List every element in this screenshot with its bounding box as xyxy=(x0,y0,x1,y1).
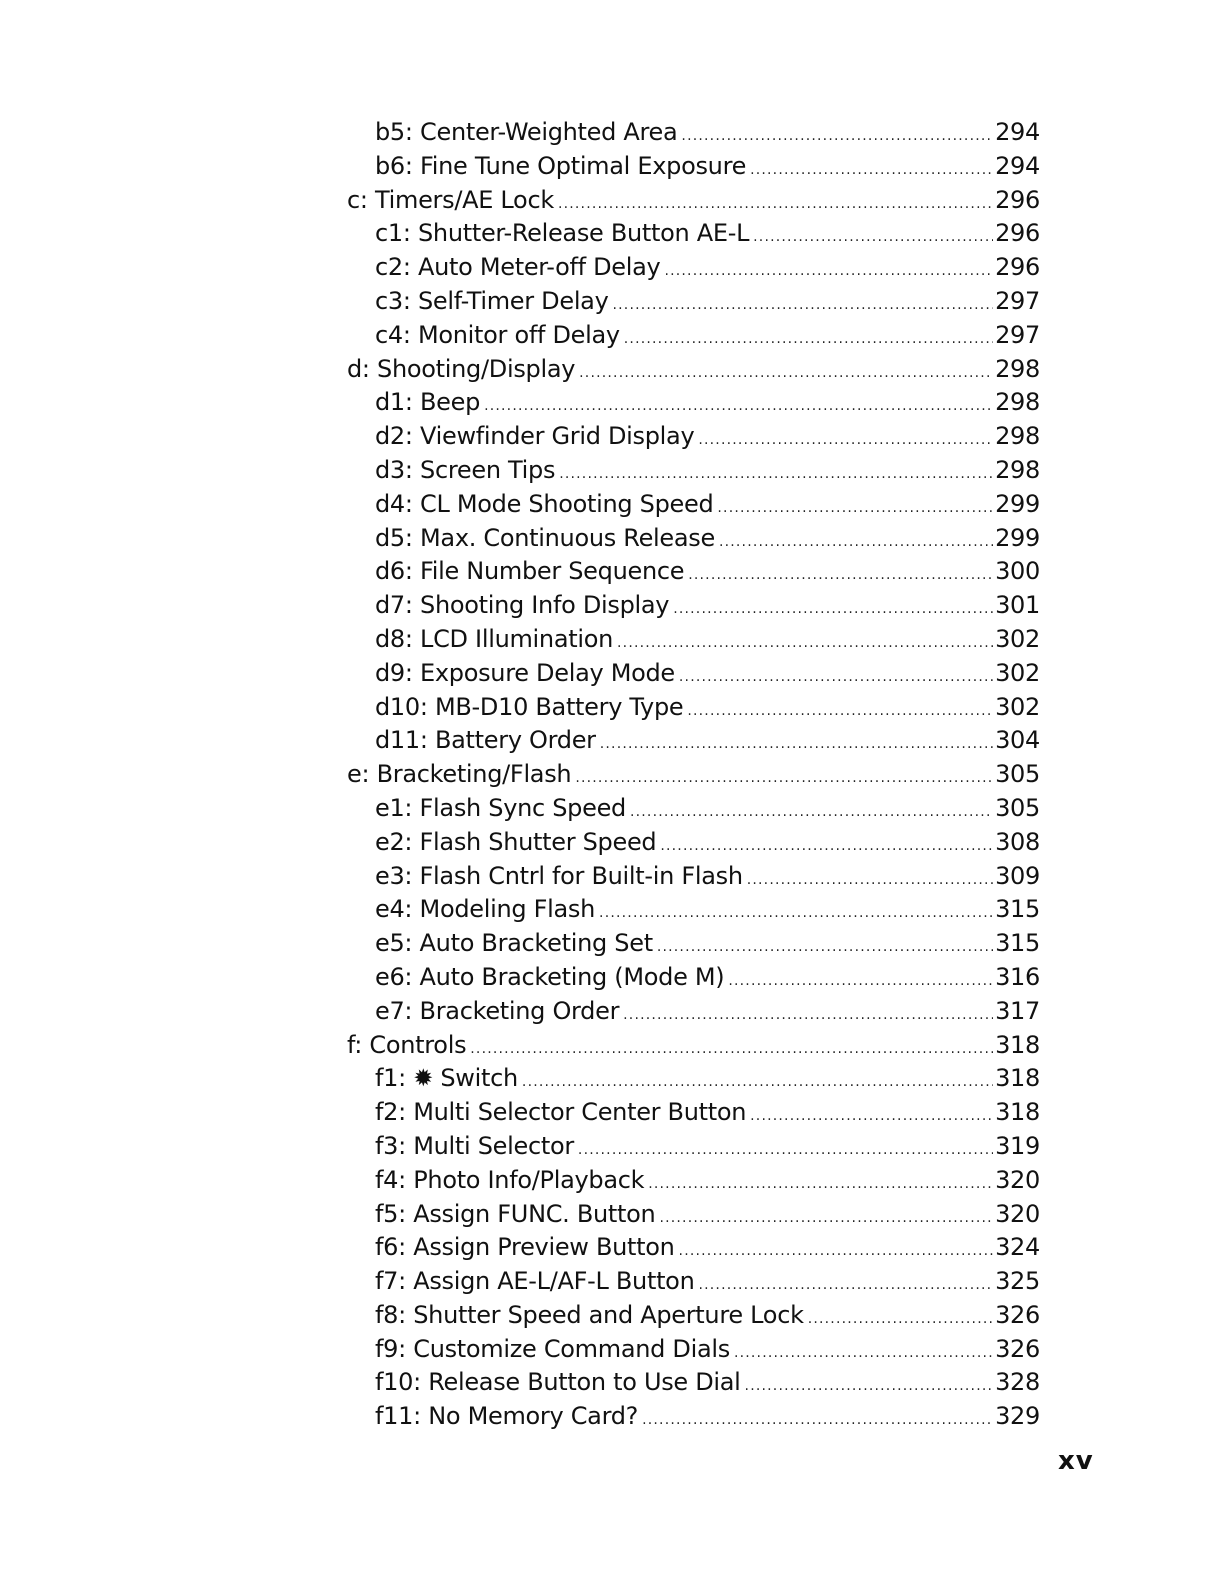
toc-entry-page: 296 xyxy=(995,253,1040,282)
toc-entry-page: 315 xyxy=(995,895,1040,924)
toc-entry[interactable] xyxy=(347,285,1040,319)
toc-entry-page: 318 xyxy=(995,1064,1040,1093)
toc-entry-title: f9: Customize Command Dials xyxy=(375,1334,730,1363)
toc-entry[interactable] xyxy=(347,555,1040,589)
toc-entry-page: 294 xyxy=(995,118,1040,146)
dot-leader xyxy=(600,728,993,762)
toc-entry-title: f7: Assign AE-L/AF-L Button xyxy=(375,1267,695,1296)
dot-leader xyxy=(679,1235,994,1269)
toc-entry-page: 294 xyxy=(995,151,1040,180)
dot-leader xyxy=(558,188,993,222)
dot-leader xyxy=(578,1134,993,1168)
toc-entry-title: e7: Bracketing Order xyxy=(375,996,620,1025)
toc-entry-page: 328 xyxy=(995,1368,1040,1397)
toc-entry-title: f1: ✹ Switch xyxy=(375,1064,518,1093)
toc-section-entry[interactable] xyxy=(347,758,1040,792)
dot-leader xyxy=(617,627,993,661)
toc-entry-title: c2: Auto Meter-off Delay xyxy=(375,253,661,282)
toc-entry-title: f11: No Memory Card? xyxy=(375,1402,639,1431)
toc-entry-page: 326 xyxy=(995,1300,1040,1329)
toc-entry-title: e2: Flash Shutter Speed xyxy=(375,827,657,856)
toc-entry[interactable] xyxy=(347,1299,1040,1333)
toc-entry-page: 300 xyxy=(995,557,1040,586)
toc-entry[interactable] xyxy=(347,724,1040,758)
toc-entry-title: b5: Center-Weighted Area xyxy=(375,118,678,146)
dot-leader xyxy=(688,559,993,593)
toc-entry[interactable] xyxy=(347,1400,1040,1434)
toc-entry-page: 319 xyxy=(995,1131,1040,1160)
toc-entry-page: 315 xyxy=(995,929,1040,958)
toc-entry[interactable] xyxy=(347,522,1040,556)
dot-leader xyxy=(579,357,993,391)
toc-entry-title: e5: Auto Bracketing Set xyxy=(375,929,653,958)
toc-entry-page: 299 xyxy=(995,523,1040,552)
toc-entry[interactable] xyxy=(347,623,1040,657)
toc-entry-page: 305 xyxy=(995,760,1040,789)
toc-entry-title: e3: Flash Cntrl for Built-in Flash xyxy=(375,861,743,890)
toc-entry-page: 296 xyxy=(995,219,1040,248)
toc-entry[interactable] xyxy=(347,893,1040,927)
toc-entry[interactable] xyxy=(347,217,1040,251)
dot-leader xyxy=(599,897,993,931)
dot-leader xyxy=(747,864,993,898)
toc-entry-title: e1: Flash Sync Speed xyxy=(375,793,626,822)
toc-entry-title: d3: Screen Tips xyxy=(375,455,556,484)
toc-entry[interactable] xyxy=(347,386,1040,420)
toc-entry-page: 298 xyxy=(995,354,1040,383)
toc-entry-title: f6: Assign Preview Button xyxy=(375,1233,675,1262)
dot-leader xyxy=(750,1100,993,1134)
toc-entry[interactable] xyxy=(347,826,1040,860)
dot-leader xyxy=(623,999,993,1033)
toc-entry-title: c3: Self-Timer Delay xyxy=(375,286,609,315)
toc-entry-page: 318 xyxy=(995,1030,1040,1059)
dot-leader xyxy=(673,593,993,627)
toc-entry-title: f8: Shutter Speed and Aperture Lock xyxy=(375,1300,804,1329)
dot-leader xyxy=(660,830,993,864)
toc-entry-page: 304 xyxy=(995,726,1040,755)
toc-entry[interactable] xyxy=(347,1062,1040,1096)
toc-entry-page: 317 xyxy=(995,996,1040,1025)
toc-entry-page: 320 xyxy=(995,1165,1040,1194)
toc-section-entry[interactable] xyxy=(347,184,1040,218)
toc-entry[interactable] xyxy=(347,1130,1040,1164)
toc-entry[interactable] xyxy=(347,1366,1040,1400)
dot-leader xyxy=(624,323,993,357)
dot-leader xyxy=(734,1337,993,1371)
toc-entry-page: 299 xyxy=(995,489,1040,518)
toc-entry-page: 326 xyxy=(995,1334,1040,1363)
toc-entry-title: f3: Multi Selector xyxy=(375,1131,574,1160)
toc-entry[interactable] xyxy=(347,927,1040,961)
dot-leader xyxy=(717,492,993,526)
toc-entry-title: e4: Modeling Flash xyxy=(375,895,596,924)
toc-entry[interactable] xyxy=(347,792,1040,826)
dot-leader xyxy=(613,289,994,323)
toc-entry[interactable] xyxy=(347,961,1040,995)
toc-entry[interactable] xyxy=(347,691,1040,725)
toc-entry-title: d6: File Number Sequence xyxy=(375,557,685,586)
dot-leader xyxy=(484,390,993,424)
toc-entry[interactable] xyxy=(347,150,1040,184)
toc-entry-title: d11: Battery Order xyxy=(375,726,596,755)
toc-entry[interactable] xyxy=(347,1198,1040,1232)
dot-leader xyxy=(642,1404,993,1438)
toc-entry-title: b6: Fine Tune Optimal Exposure xyxy=(375,151,747,180)
toc-entry-page: 320 xyxy=(995,1199,1040,1228)
toc-section-entry[interactable] xyxy=(347,353,1040,387)
toc-entry[interactable] xyxy=(347,1164,1040,1198)
toc-entry[interactable] xyxy=(347,319,1040,353)
dot-leader xyxy=(745,1370,994,1404)
dot-leader xyxy=(753,221,993,255)
dot-leader xyxy=(808,1303,993,1337)
toc-entry[interactable] xyxy=(347,251,1040,285)
toc-entry-title: f10: Release Button to Use Dial xyxy=(375,1368,741,1397)
toc-entry[interactable] xyxy=(347,420,1040,454)
toc-entry[interactable] xyxy=(347,589,1040,623)
table-of-contents xyxy=(347,116,1040,1434)
dot-leader xyxy=(698,424,993,458)
toc-entry-title: f: Controls xyxy=(347,1030,467,1059)
toc-entry-page: 324 xyxy=(995,1233,1040,1262)
toc-entry-page: 309 xyxy=(995,861,1040,890)
toc-entry-page: 298 xyxy=(995,455,1040,484)
toc-entry-title: e6: Auto Bracketing (Mode M) xyxy=(375,962,725,991)
toc-entry-page: 302 xyxy=(995,692,1040,721)
toc-entry-title: d8: LCD Illumination xyxy=(375,624,614,653)
toc-entry-title: d7: Shooting Info Display xyxy=(375,591,670,620)
toc-entry-page: 301 xyxy=(995,591,1040,620)
toc-entry[interactable] xyxy=(347,1333,1040,1367)
toc-entry-title: d4: CL Mode Shooting Speed xyxy=(375,489,714,518)
toc-entry-title: d9: Exposure Delay Mode xyxy=(375,658,675,687)
dot-leader xyxy=(522,1066,993,1100)
dot-leader xyxy=(657,931,993,965)
dot-leader xyxy=(679,661,993,695)
dot-leader xyxy=(681,120,993,154)
toc-entry-page: 302 xyxy=(995,658,1040,687)
dot-leader xyxy=(659,1202,993,1236)
toc-section-entry[interactable] xyxy=(347,1029,1040,1063)
toc-entry-title: d1: Beep xyxy=(375,388,481,417)
toc-entry-page: 297 xyxy=(995,286,1040,315)
toc-entry-title: c1: Shutter-Release Button AE-L xyxy=(375,219,750,248)
toc-entry-page: 305 xyxy=(995,793,1040,822)
toc-entry-page: 325 xyxy=(995,1267,1040,1296)
toc-entry[interactable] xyxy=(347,657,1040,691)
toc-entry-title: d: Shooting/Display xyxy=(347,354,576,383)
toc-entry-page: 318 xyxy=(995,1098,1040,1127)
toc-entry-title: f2: Multi Selector Center Button xyxy=(375,1098,747,1127)
dot-leader xyxy=(575,762,993,796)
toc-entry[interactable] xyxy=(347,1265,1040,1299)
toc-entry-title: d2: Viewfinder Grid Display xyxy=(375,422,695,451)
dot-leader xyxy=(698,1269,993,1303)
toc-entry[interactable] xyxy=(347,1231,1040,1265)
toc-entry-title: d5: Max. Continuous Release xyxy=(375,523,715,552)
toc-entry-title: d10: MB-D10 Battery Type xyxy=(375,692,684,721)
dot-leader xyxy=(750,154,993,188)
toc-entry-title: c4: Monitor off Delay xyxy=(375,320,620,349)
toc-entry-page: 308 xyxy=(995,827,1040,856)
toc-entry[interactable] xyxy=(347,860,1040,894)
toc-entry[interactable] xyxy=(347,116,1040,150)
toc-entry-page: 298 xyxy=(995,388,1040,417)
toc-entry-title: f4: Photo Info/Playback xyxy=(375,1165,645,1194)
toc-entry-page: 296 xyxy=(995,185,1040,214)
dot-leader xyxy=(664,255,993,289)
toc-entry-page: 316 xyxy=(995,962,1040,991)
toc-entry-page: 297 xyxy=(995,320,1040,349)
toc-entry-page: 298 xyxy=(995,422,1040,451)
dot-leader xyxy=(630,796,993,830)
page-number: xv xyxy=(1058,1446,1094,1476)
dot-leader xyxy=(687,695,993,729)
dot-leader xyxy=(728,965,993,999)
dot-leader xyxy=(719,526,993,560)
toc-entry-title: e: Bracketing/Flash xyxy=(347,760,572,789)
dot-leader xyxy=(559,458,993,492)
toc-entry-title: c: Timers/AE Lock xyxy=(347,185,554,214)
toc-entry-title: f5: Assign FUNC. Button xyxy=(375,1199,656,1228)
toc-entry-page: 329 xyxy=(995,1402,1040,1431)
toc-entry[interactable] xyxy=(347,488,1040,522)
toc-entry[interactable] xyxy=(347,995,1040,1029)
toc-entry[interactable] xyxy=(347,454,1040,488)
dot-leader xyxy=(470,1033,993,1067)
toc-entry-page: 302 xyxy=(995,624,1040,653)
dot-leader xyxy=(648,1168,993,1202)
toc-entry[interactable] xyxy=(347,1096,1040,1130)
